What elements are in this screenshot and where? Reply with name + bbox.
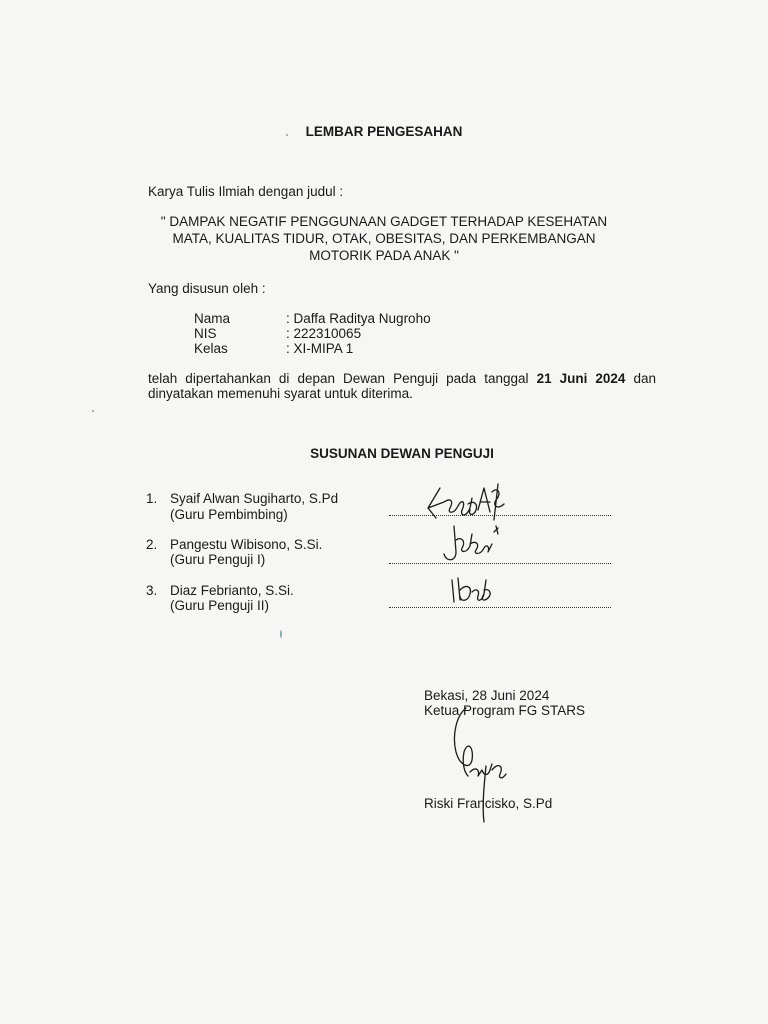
penguji-2-name: Pangestu Wibisono, S.Si. bbox=[170, 537, 323, 552]
kelas-value: : XI-MIPA 1 bbox=[286, 341, 354, 356]
nama-label: Nama bbox=[194, 311, 231, 326]
judul-line-1: " DAMPAK NEGATIF PENGGUNAAN GADGET TERHADAP KESEHATAN bbox=[160, 214, 608, 229]
scan-speck bbox=[92, 410, 94, 412]
page-title: LEMBAR PENGESAHAN bbox=[305, 124, 463, 139]
penguji-2-role: (Guru Penguji I) bbox=[170, 552, 266, 567]
penguji-2-number: 2. bbox=[146, 537, 158, 552]
pernyataan-line-2: dinyatakan memenuhi syarat untuk diterima. bbox=[148, 386, 413, 401]
dewan-title: SUSUNAN DEWAN PENGUJI bbox=[310, 446, 494, 461]
tempat-tanggal: Bekasi, 28 Juni 2024 bbox=[424, 688, 550, 703]
pernyataan-line-1: telah dipertahankan di depan Dewan Penguji pada tanggal 21 Juni 2024 dan bbox=[148, 371, 656, 386]
judul-line-3: MOTORIK PADA ANAK " bbox=[309, 248, 459, 263]
kelas-label: Kelas bbox=[194, 341, 228, 356]
scan-speck bbox=[280, 630, 282, 638]
nama-value: : Daffa Raditya Nugroho bbox=[286, 311, 431, 326]
penguji-1-number: 1. bbox=[146, 491, 158, 506]
penguji-3-name: Diaz Febrianto, S.Si. bbox=[170, 583, 294, 598]
judul-line-2: MATA, KUALITAS TIDUR, OTAK, OBESITAS, DAN PERKEMBANGAN bbox=[172, 231, 596, 246]
penguji-3-signature-line bbox=[389, 607, 611, 608]
penguji-1-name: Syaif Alwan Sugiharto, S.Pd bbox=[170, 491, 339, 506]
penguji-3-signature bbox=[448, 572, 498, 608]
scan-speck bbox=[286, 134, 288, 136]
penguji-2-signature bbox=[440, 522, 510, 570]
nis-label: NIS bbox=[194, 326, 217, 341]
intro-text: Karya Tulis Ilmiah dengan judul : bbox=[148, 184, 344, 199]
ketua-name: Riski Francisko, S.Pd bbox=[424, 796, 553, 811]
penguji-3-role: (Guru Penguji II) bbox=[170, 598, 270, 613]
disusun-label: Yang disusun oleh : bbox=[148, 281, 266, 296]
penguji-1-signature bbox=[410, 480, 520, 526]
nis-value: : 222310065 bbox=[286, 326, 362, 341]
penguji-1-role: (Guru Pembimbing) bbox=[170, 507, 288, 522]
jabatan: Ketua Program FG STARS bbox=[424, 703, 586, 718]
penguji-3-number: 3. bbox=[146, 583, 158, 598]
